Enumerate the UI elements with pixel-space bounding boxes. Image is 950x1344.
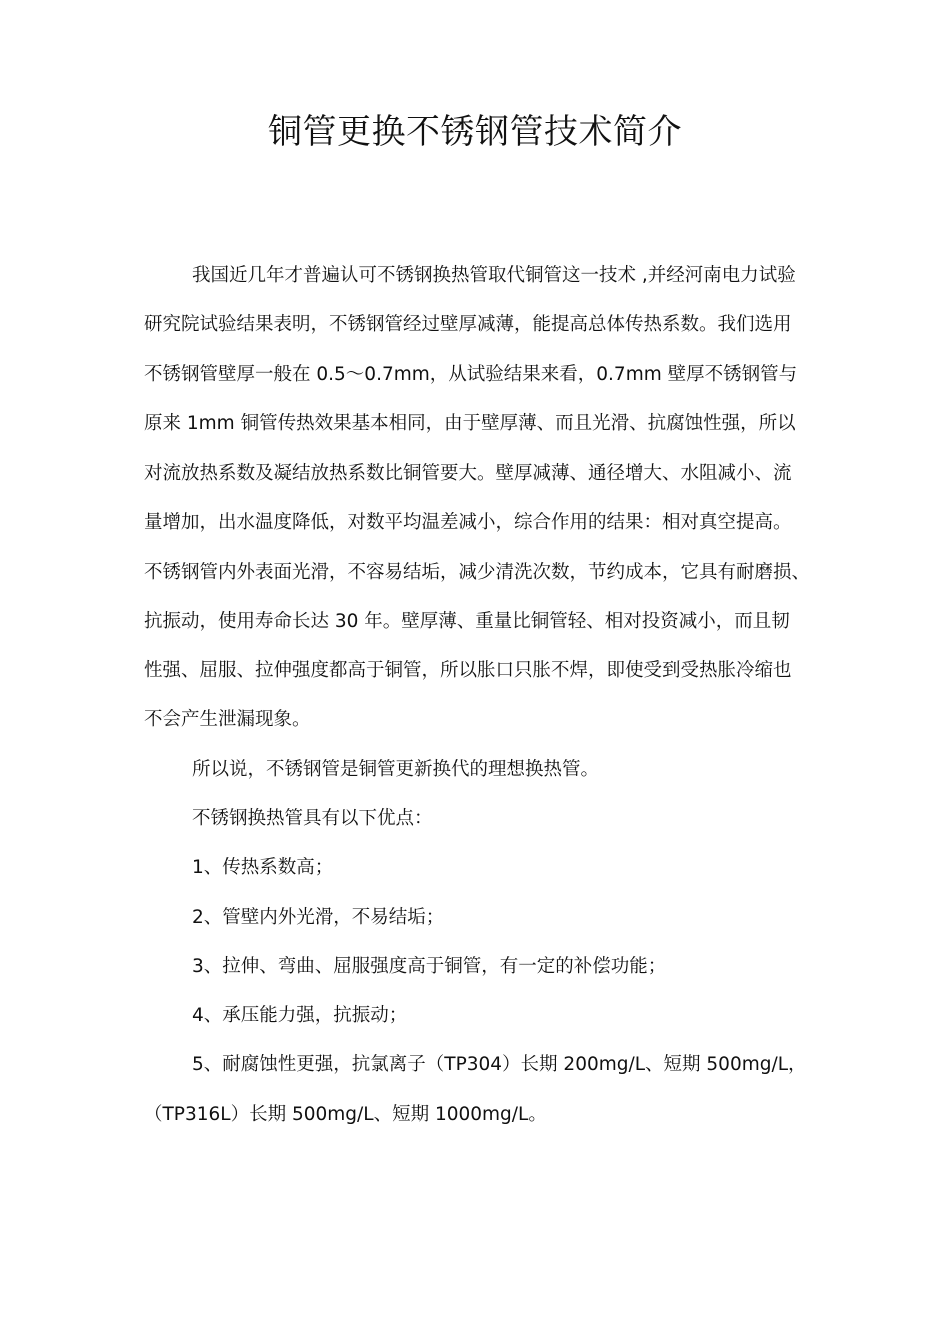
paragraph-line: 原来 1mm 铜管传热效果基本相同，由于壁厚薄、而且光滑、抗腐蚀性强，所以 bbox=[144, 413, 796, 434]
list-item: 5、耐腐蚀性更强，抗氯离子（TP304）长期 200mg/L、短期 500mg/L， bbox=[192, 1054, 807, 1075]
list-item: 4、承压能力强，抗振动； bbox=[192, 1005, 408, 1026]
paragraph-line: 抗振动，使用寿命长达 30 年。壁厚薄、重量比铜管轻、相对投资减小，而且韧 bbox=[144, 611, 790, 632]
list-item: 1、传热系数高； bbox=[192, 857, 334, 878]
list-item: 3、拉伸、弯曲、屈服强度高于铜管，有一定的补偿功能； bbox=[192, 956, 667, 977]
conclusion-text: 所以说，不锈钢管是铜管更新换代的理想换热管。 bbox=[192, 759, 600, 780]
paragraph-line: 不锈钢管内外表面光滑，不容易结垢，减少清洗次数，节约成本，它具有耐磨损、 bbox=[144, 562, 811, 583]
paragraph-line: 不会产生泄漏现象。 bbox=[144, 709, 311, 730]
advantages-intro: 不锈钢换热管具有以下优点： bbox=[192, 808, 433, 829]
paragraph-line: 量增加，出水温度降低，对数平均温差减小，综合作用的结果：相对真空提高。 bbox=[144, 512, 792, 533]
document-title: 铜管更换不锈钢管技术简介 bbox=[268, 112, 682, 152]
list-item: 2、管壁内外光滑，不易结垢； bbox=[192, 907, 445, 928]
paragraph-line: 研究院试验结果表明，不锈钢管经过壁厚减薄，能提高总体传热系数。我们选用 bbox=[144, 314, 792, 335]
list-item-continuation: （TP316L）长期 500mg/L、短期 1000mg/L。 bbox=[144, 1104, 547, 1125]
paragraph-line: 性强、屈服、拉伸强度都高于铜管，所以胀口只胀不焊，即使受到受热胀冷缩也 bbox=[144, 660, 792, 681]
paragraph-line: 我国近几年才普遍认可不锈钢换热管取代铜管这一技术 ,并经河南电力试验 bbox=[192, 265, 796, 286]
paragraph-line: 不锈钢管壁厚一般在 0.5～0.7mm，从试验结果来看，0.7mm 壁厚不锈钢管与 bbox=[144, 364, 798, 385]
paragraph-line: 对流放热系数及凝结放热系数比铜管要大。壁厚减薄、通径增大、水阻减小、流 bbox=[144, 463, 792, 484]
